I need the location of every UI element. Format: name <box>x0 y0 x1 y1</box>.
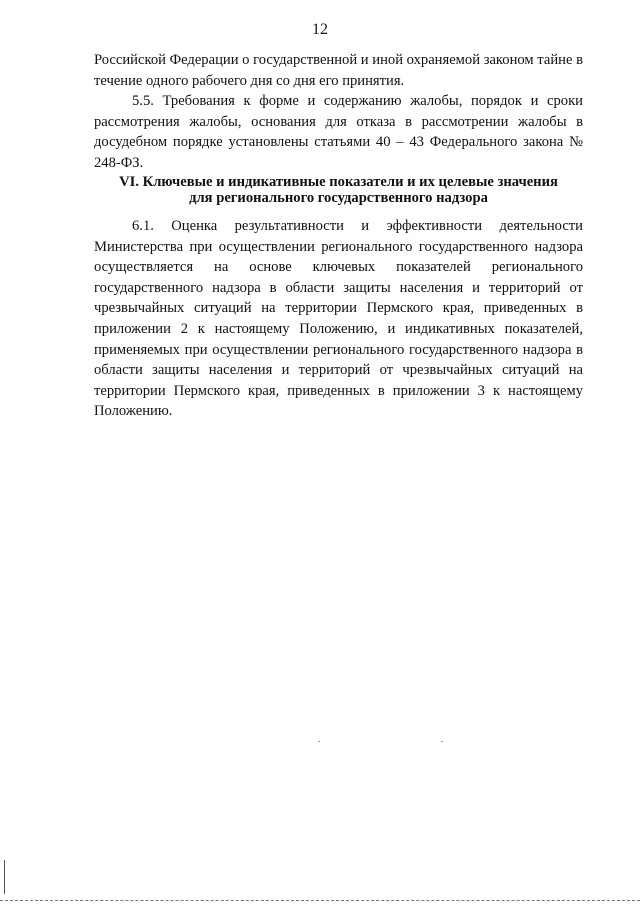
section-heading <box>94 174 583 206</box>
scan-speck <box>441 741 443 742</box>
section-heading-line-2: для регионального государственного надзора <box>189 190 488 206</box>
scan-speck <box>318 741 320 742</box>
paragraph-5-5: 5.5. Требования к форме и содержанию жалобы, порядок и сроки рассмотрения жалобы, основания для отказа в рассмотрении жалобы в досудебном порядке установлены статьями 40 – 43 Федерального закона № 248-ФЗ. <box>94 93 583 171</box>
page-number: 12 <box>312 21 328 38</box>
section-heading-line-1: VI. Ключевые и индикативные показатели и их целевые значения <box>119 174 558 190</box>
scan-bottom-edge <box>0 900 640 901</box>
paragraph-6-1: 6.1. Оценка результативности и эффективности деятельности Министерства при осуществлении регионального государственного надзора осуществляется на основе ключевых показателей регионального государственного надзора в области защиты населения и территорий от чрезвычайных ситуаций на территории Пермского края, приведенных в приложении 2 к настоящему Положению, и индикативных показателей, применяемых при осуществлении регионального государственного надзора в области защиты населения и территорий от чрезвычайных ситуаций на территории Пермского края, приведенных в приложении 3 к настоящему Положению. <box>94 218 583 420</box>
scan-margin-line <box>4 860 5 894</box>
paragraph-continuation: Российской Федерации о государственной и иной охраняемой законом тайне в течение одного рабочего дня со дня его принятия. <box>94 52 583 89</box>
